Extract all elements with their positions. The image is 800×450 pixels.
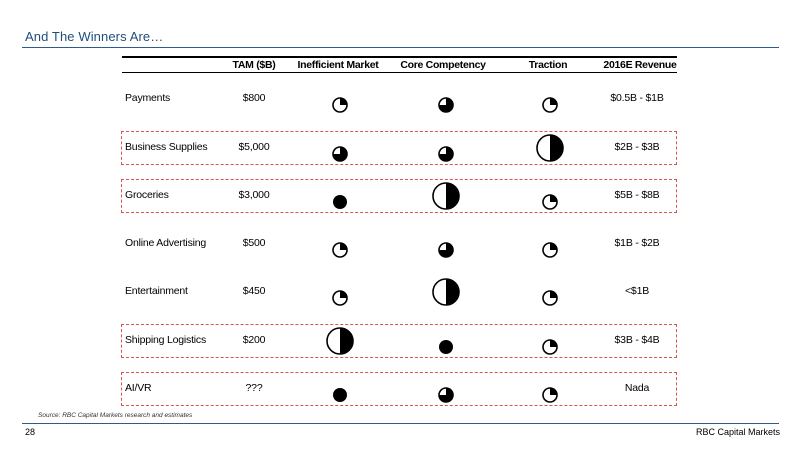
row-label: Online Advertising	[125, 237, 207, 249]
core-competency-ball-icon	[438, 242, 454, 258]
title-divider	[22, 47, 779, 48]
col-header-traction: Traction	[528, 59, 568, 71]
source-note: Source: RBC Capital Markets research and estimates	[38, 412, 193, 419]
row-label: Entertainment	[125, 285, 188, 297]
col-header-inefficient-market: Inefficient Market	[297, 59, 379, 71]
revenue-value: $1B - $2B	[614, 237, 660, 249]
table-header-rule-bottom	[122, 72, 677, 73]
slide-title: And The Winners Are…	[25, 29, 164, 44]
inefficient-market-ball-icon	[332, 387, 348, 403]
inefficient-market-ball-icon	[332, 97, 348, 113]
core-competency-ball-icon	[438, 146, 454, 162]
inefficient-market-ball-icon	[332, 194, 348, 210]
core-competency-ball-icon	[432, 278, 460, 306]
col-header-tam: TAM ($B)	[232, 59, 276, 71]
row-label: Business Supplies	[125, 141, 208, 153]
tam-value: ???	[245, 382, 263, 394]
table-header-rule-top	[122, 56, 677, 58]
inefficient-market-ball-icon	[332, 290, 348, 306]
page-number: 28	[25, 427, 36, 437]
row-label: AI/VR	[125, 382, 152, 394]
core-competency-ball-icon	[438, 97, 454, 113]
core-competency-ball-icon	[438, 387, 454, 403]
traction-ball-icon	[542, 290, 558, 306]
tam-value: $800	[242, 92, 266, 104]
traction-ball-icon	[542, 194, 558, 210]
highlight-box	[121, 372, 677, 406]
tam-value: $200	[242, 334, 266, 346]
inefficient-market-ball-icon	[332, 146, 348, 162]
highlight-box	[121, 179, 677, 213]
col-header-revenue: 2016E Revenue	[603, 59, 677, 71]
row-label: Shipping Logistics	[125, 334, 207, 346]
tam-value: $450	[242, 285, 266, 297]
revenue-value: Nada	[624, 382, 650, 394]
revenue-value: $5B - $8B	[614, 189, 660, 201]
revenue-value: $3B - $4B	[614, 334, 660, 346]
col-header-core-competency: Core Competency	[400, 59, 486, 71]
traction-ball-icon	[542, 242, 558, 258]
inefficient-market-ball-icon	[332, 242, 348, 258]
traction-ball-icon	[542, 339, 558, 355]
revenue-value: $0.5B - $1B	[610, 92, 664, 104]
revenue-value: <$1B	[624, 285, 650, 297]
core-competency-ball-icon	[438, 339, 454, 355]
footer-brand: RBC Capital Markets	[695, 427, 780, 437]
tam-value: $500	[242, 237, 266, 249]
traction-ball-icon	[536, 134, 564, 162]
revenue-value: $2B - $3B	[614, 141, 660, 153]
tam-value: $3,000	[238, 189, 270, 201]
inefficient-market-ball-icon	[326, 327, 354, 355]
core-competency-ball-icon	[432, 182, 460, 210]
traction-ball-icon	[542, 387, 558, 403]
tam-value: $5,000	[238, 141, 270, 153]
row-label: Groceries	[125, 189, 169, 201]
footer-divider	[22, 423, 779, 424]
row-label: Payments	[125, 92, 171, 104]
traction-ball-icon	[542, 97, 558, 113]
